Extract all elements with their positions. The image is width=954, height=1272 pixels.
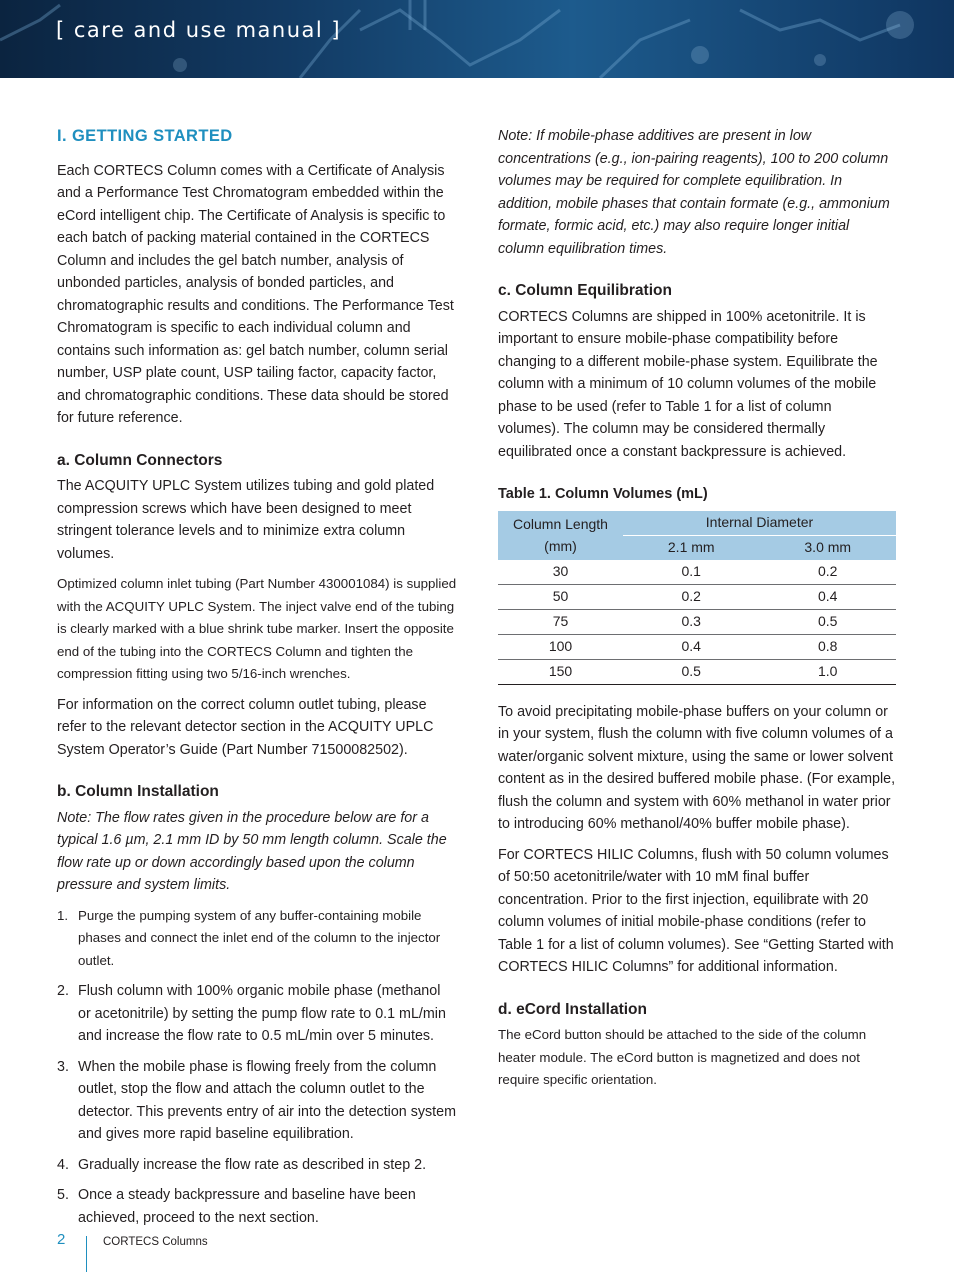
section-title: I. GETTING STARTED <box>57 127 233 145</box>
internal-diameter-header: Internal Diameter <box>623 511 896 536</box>
footer-divider <box>86 1236 87 1272</box>
table-row: 100 0.4 0.8 <box>498 634 896 659</box>
column-length-header: Column Length (mm) <box>498 511 623 560</box>
table-title: Table 1. Column Volumes (mL) <box>498 486 708 502</box>
installation-steps <box>57 905 457 1230</box>
column-volumes-table <box>498 511 896 685</box>
ecord-paragraph: The eCord button should be attached to the side of the column heater module. The eCord button is magnetized and does not require specific orientation. <box>498 1027 867 1087</box>
left-column <box>57 125 457 1237</box>
list-item: 1. Purge the pumping system of any buffer-containing mobile phases and connect the inlet end of the column to the injector outlet. <box>57 907 441 968</box>
column-connectors-heading: a. Column Connectors <box>57 451 223 469</box>
connectors-paragraph-3: For information on the correct column outlet tubing, please refer to the relevant detector section in the ACQUITY UPLC System Operator’s Guide (Part Number 71500082502). <box>57 696 434 758</box>
table-row: 75 0.3 0.5 <box>498 609 896 634</box>
footer-doc-name: CORTECS Columns <box>103 1236 208 1248</box>
connectors-paragraph-1: The ACQUITY UPLC System utilizes tubing and gold plated compression screws which have been designed to meet stringent tolerance levels and to minimize extra column volumes. <box>57 478 435 562</box>
column-installation-heading: b. Column Installation <box>57 783 219 800</box>
right-column <box>498 125 896 1092</box>
page-number: 2 <box>57 1231 66 1248</box>
equilibration-note: Note: If mobile-phase additives are present in low concentrations (e.g., ion-pairing reagents), 100 to 200 column volumes may be required for complete equilibration. In addition, mobile phases that contain formate (e.g., ammonium formate, formic acid, etc.) may also require longer initial column equilibration times. <box>498 128 890 257</box>
ecord-installation-heading: d. eCord Installation <box>498 1000 647 1018</box>
table-row: 150 0.5 1.0 <box>498 659 896 684</box>
connectors-paragraph-2: Optimized column inlet tubing (Part Number 430001084) is supplied with the ACQUITY UPLC System. The inject valve end of the tubing is clearly marked with a blue shrink tube marker. Insert the opposite end of the tubing into the CORTECS Column and tighten the compression fitting using two 5/16-inch wrenches. <box>57 576 457 681</box>
equilibration-paragraph-2: To avoid precipitating mobile-phase buffers on your column or in your system, flush the column with five column volumes of a water/organic solvent mixture, using the same or lower solvent content as in the desired buffered mobile phase. (For example, flush the column and system with 60% methanol in water prior to introducing 60% methanol/40% buffer mobile phase). <box>498 703 896 832</box>
table-row: 50 0.2 0.4 <box>498 584 896 609</box>
id-header-2-1mm: 2.1 mm <box>623 535 759 560</box>
list-item: 2. Flush column with 100% organic mobile phase (methanol or acetonitrile) by setting the pump flow rate to 0.1 mL/min and increase the flow rate to 0.5 mL/min over 5 minutes. <box>57 983 446 1044</box>
column-equilibration-heading: c. Column Equilibration <box>498 282 672 299</box>
list-item: 4. Gradually increase the flow rate as described in step 2. <box>57 1156 427 1173</box>
header-banner <box>0 0 954 78</box>
id-header-3-0mm: 3.0 mm <box>759 535 896 560</box>
table-row: 30 0.1 0.2 <box>498 560 896 585</box>
installation-note: Note: The flow rates given in the procedure below are for a typical 1.6 µm, 2.1 mm ID by 50 mm length column. Scale the flow rate up or down accordingly based upon the column pressure and system limits. <box>57 809 447 893</box>
list-item: 5. Once a steady backpressure and baseline have been achieved, proceed to the next section. <box>57 1187 416 1226</box>
list-item: 3. When the mobile phase is flowing freely from the column outlet, stop the flow and attach the column outlet to the detector. This prevents entry of air into the detection system and gives more rapid baseline equilibration. <box>57 1058 457 1142</box>
manual-title: [ care and use manual ] <box>56 18 342 42</box>
equilibration-paragraph-3: For CORTECS HILIC Columns, flush with 50 column volumes of 50:50 acetonitrile/water with 10 mM final buffer concentration. Prior to the first injection, equilibrate with 20 column volumes of initial mobile-phase conditions (refer to Table 1 for a list of column volumes). See “Getting Started with CORTECS HILIC Columns” for additional information. <box>498 846 894 975</box>
intro-paragraph: Each CORTECS Column comes with a Certificate of Analysis and a Performance Test Chromatogram embedded within the eCord intelligent chip. The Certificate of Analysis is specific to each batch of packing material contained in the CORTECS Column and includes the gel batch number, analysis of unbonded particles, analysis of bonded particles, and chromatographic results and conditions. The Performance Test Chromatogram is specific to each individual column and contains such information as: gel batch number, column serial number, USP plate count, USP tailing factor, capacity factor, and chromatographic conditions. These data should be stored for future reference. <box>57 162 454 426</box>
equilibration-paragraph-1: CORTECS Columns are shipped in 100% acetonitrile. It is important to ensure mobile-phase compatibility before changing to a different mobile-phase system. Equilibrate the column with a minimum of 10 column volumes of the mobile phase to be used (refer to Table 1 for a list of column volumes). The column may be considered thermally equilibrated once a constant backpressure is achieved. <box>498 308 878 460</box>
